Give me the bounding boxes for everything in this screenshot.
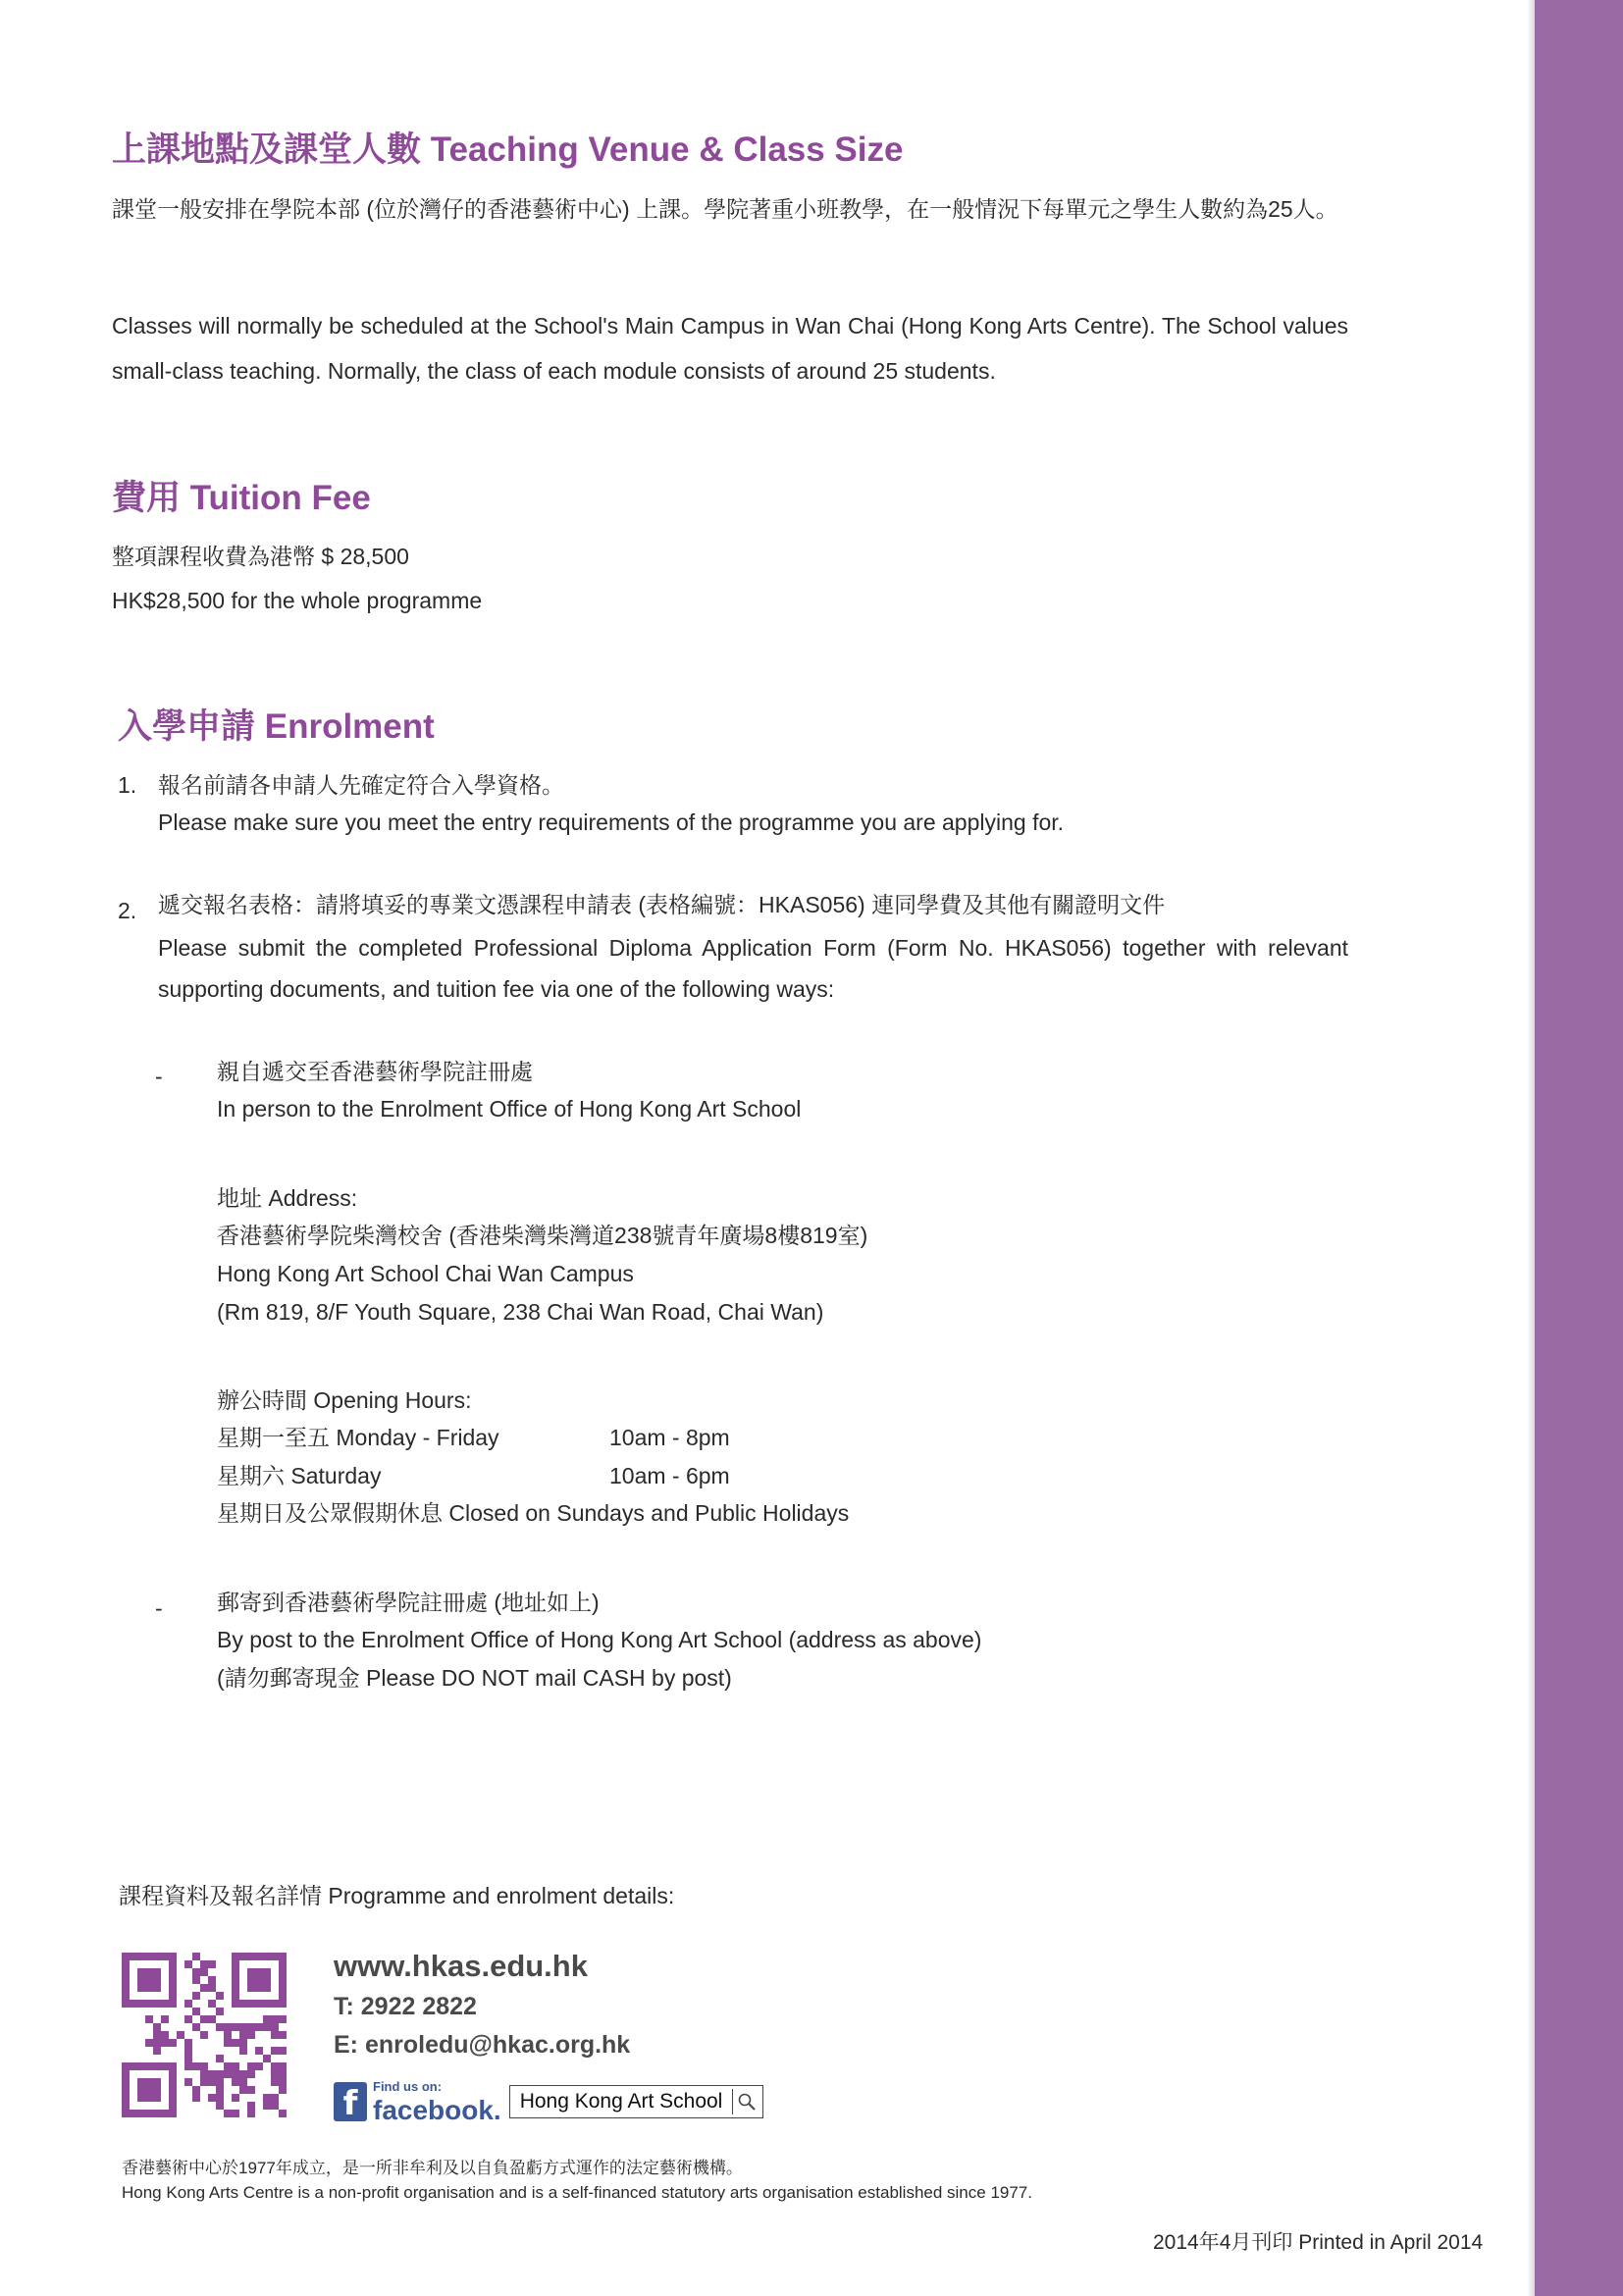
venue-heading: 上課地點及課堂人數 Teaching Venue & Class Size — [112, 130, 904, 169]
venue-text-zh: 課堂一般安排在學院本部 (位於灣仔的香港藝術中心) 上課。學院著重小班教學，在一般情況下每單元之學生人數約為25人。 — [112, 196, 1338, 222]
hours-row-saturday — [217, 1461, 730, 1490]
search-icon[interactable] — [732, 2089, 759, 2114]
facebook-search-box[interactable] — [509, 2085, 764, 2118]
facebook-find-us: Find us on: — [373, 2079, 443, 2094]
post-en: By post to the Enrolment Office of Hong Kong Art School (address as above) — [217, 1627, 982, 1652]
facebook-text — [373, 2078, 501, 2125]
inperson-en: In person to the Enrolment Office of Hong Kong Art School — [217, 1096, 802, 1122]
post-note: (請勿郵寄現金 Please DO NOT mail CASH by post) — [217, 1665, 732, 1691]
facebook-search-text: Hong Kong Art School — [519, 2090, 723, 2113]
hours-time: 10am - 8pm — [609, 1425, 730, 1450]
email-link[interactable]: E: enroledu@hkac.org.hk — [334, 2031, 631, 2059]
enrolment-heading: 入學申請 Enrolment — [118, 707, 435, 746]
enrolment-item2-en: Please submit the completed Professional Diploma Application Form (Form No. HKAS056) together with relevant supporting documents, and tuition fee via one of the following ways: — [158, 935, 1348, 1002]
address-en-line1: Hong Kong Art School Chai Wan Campus — [217, 1261, 634, 1286]
fee-text-zh: 整項課程收費為港幣 $ 28,500 — [112, 544, 409, 569]
enrolment-item2-number: 2. — [118, 898, 137, 923]
footer-zh: 香港藝術中心於1977年成立，是一所非牟利及以自負盈虧方式運作的法定藝術機構。 — [122, 2159, 743, 2177]
qr-code — [122, 1953, 287, 2117]
footer-en: Hong Kong Arts Centre is a non-profit organisation and is a self-financed statutory arts organisation established since 1977. — [122, 2183, 1032, 2202]
venue-text-en: Classes will normally be scheduled at the School's Main Campus in Wan Chai (Hong Kong Arts Centre). The School values small-class teaching. Normally, the class of each module consists of around 25 students. — [112, 313, 1348, 384]
side-purple-band — [1535, 0, 1623, 2296]
hours-day: 星期一至五 Monday - Friday — [217, 1425, 499, 1450]
fee-text-en: HK$28,500 for the whole programme — [112, 588, 483, 613]
hours-day: 星期六 Saturday — [217, 1463, 382, 1488]
facebook-box[interactable] — [334, 2078, 763, 2125]
enrolment-item2-zh: 遞交報名表格：請將填妥的專業文憑課程申請表 (表格編號：HKAS056) 連同學費及其他有關證明文件 — [158, 892, 1166, 917]
details-label: 課程資料及報名詳情 Programme and enrolment details: — [119, 1883, 675, 1908]
address-zh: 香港藝術學院柴灣校舍 (香港柴灣柴灣道238號青年廣場8樓819室) — [217, 1223, 868, 1248]
hours-label: 辦公時間 Opening Hours: — [217, 1387, 472, 1413]
enrolment-item1-number: 1. — [118, 772, 137, 798]
facebook-icon: f — [334, 2082, 367, 2121]
address-en-line2: (Rm 819, 8/F Youth Square, 238 Chai Wan Road, Chai Wan) — [217, 1299, 824, 1325]
post-dash: - — [155, 1595, 163, 1621]
address-label: 地址 Address: — [217, 1185, 358, 1211]
facebook-wordmark: facebook. — [373, 2095, 501, 2125]
enrolment-item1-en: Please make sure you meet the entry requirements of the programme you are applying for. — [158, 809, 1065, 835]
post-zh: 郵寄到香港藝術學院註冊處 (地址如上) — [217, 1590, 600, 1615]
hours-row-weekday — [217, 1423, 730, 1452]
phone-text: T: 2922 2822 — [334, 1993, 477, 2020]
fee-heading: 費用 Tuition Fee — [112, 479, 371, 517]
enrolment-item1-zh: 報名前請各申請人先確定符合入學資格。 — [158, 772, 564, 798]
inperson-dash: - — [155, 1064, 163, 1089]
hours-time: 10am - 6pm — [609, 1463, 730, 1488]
inperson-zh: 親自遞交至香港藝術學院註冊處 — [217, 1059, 533, 1084]
website-link[interactable]: www.hkas.edu.hk — [334, 1949, 588, 1983]
printed-date: 2014年4月刊印 Printed in April 2014 — [1153, 2231, 1484, 2254]
hours-closed: 星期日及公眾假期休息 Closed on Sundays and Public Holidays — [217, 1500, 850, 1526]
